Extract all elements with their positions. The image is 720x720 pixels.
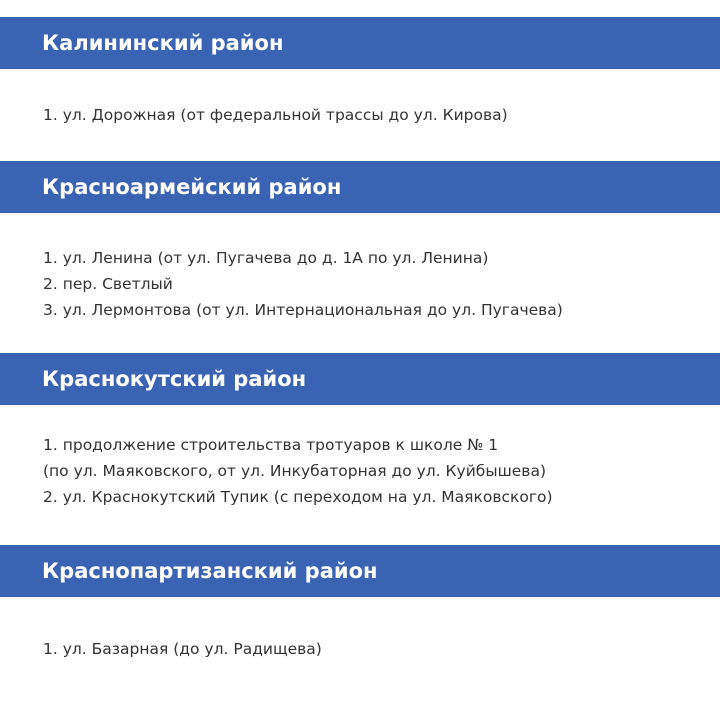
section-kalininsky — [0, 17, 720, 128]
section-body — [0, 405, 720, 510]
section-header — [0, 17, 720, 69]
section-body — [0, 213, 720, 323]
list-item: 1. ул. Ленина (от ул. Пугачева до д. 1А по ул. Ленина) — [43, 249, 489, 267]
list-item: 2. ул. Краснокутский Тупик (с переходом на ул. Маяковского) — [43, 488, 553, 506]
section-krasnoarmeysky — [0, 161, 720, 323]
section-krasnopartizansky — [0, 545, 720, 662]
section-header — [0, 545, 720, 597]
section-title: Калининский район — [42, 31, 284, 55]
list-item: (по ул. Маяковского, от ул. Инкубаторная до ул. Куйбышева) — [43, 462, 546, 480]
list-item: 1. продолжение строительства тротуаров к школе № 1 — [43, 436, 499, 454]
list-item: 3. ул. Лермонтова (от ул. Интернациональная до ул. Пугачева) — [43, 301, 563, 319]
section-title: Красноармейский район — [42, 175, 342, 199]
section-header — [0, 161, 720, 213]
list-item: 2. пер. Светлый — [43, 275, 173, 293]
section-krasnokutsky — [0, 353, 720, 510]
list-item: 1. ул. Базарная (до ул. Радищева) — [43, 640, 322, 658]
list-item: 1. ул. Дорожная (от федеральной трассы до ул. Кирова) — [43, 106, 508, 124]
section-header — [0, 353, 720, 405]
section-title: Краснопартизанский район — [42, 559, 378, 583]
section-title: Краснокутский район — [42, 367, 307, 391]
section-body — [0, 69, 720, 128]
section-body — [0, 597, 720, 662]
